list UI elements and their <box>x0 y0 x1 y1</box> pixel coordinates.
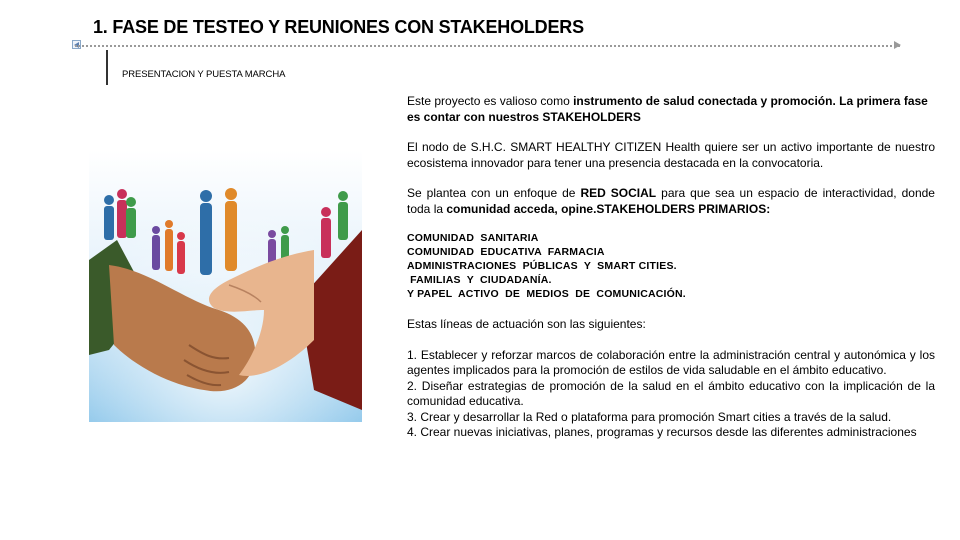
node-paragraph: El nodo de S.H.C. SMART HEALTHY CITIZEN Health quiere ser un activo importante de nuestro ecosistema innovador para tener una presencia destacada en la convocatoria. <box>407 140 935 170</box>
intro-text: Este proyecto es valioso como <box>407 94 574 108</box>
action-item: 1. Establecer y reforzar marcos de colaboración entre la administración central y autonómica y los agentes implicados para la promoción de estilos de vida saludable en el ámbito educativo. <box>407 347 935 377</box>
stakeholder-item: Y PAPEL ACTIVO DE MEDIOS DE COMUNICACIÓN. <box>407 288 686 300</box>
subtitle-bar <box>106 50 108 85</box>
stakeholder-item: COMUNIDAD EDUCATIVA FARMACIA <box>407 246 605 258</box>
stakeholder-item: FAMILIAS Y CIUDADANÍA. <box>407 274 552 286</box>
action-item: 4. Crear nuevas iniciativas, planes, programas y recursos desde las diferentes administraciones <box>407 425 917 439</box>
intro-highlight: instrumento de salud conectada y promoción. La primera fase es contar con nuestros STAKEHOLDERS <box>407 94 928 124</box>
handshake-illustration <box>89 150 362 422</box>
divider-arrow-icon <box>894 41 901 49</box>
stakeholders-heading: comunidad acceda, opine.STAKEHOLDERS PRIMARIOS: <box>446 201 771 216</box>
stakeholders-list <box>407 231 935 301</box>
actions-intro: Estas líneas de actuación son las siguientes: <box>407 317 646 331</box>
intro-paragraph <box>407 94 935 125</box>
social-text-1: Se plantea con un enfoque de <box>407 186 581 200</box>
slide-title: 1. FASE DE TESTEO Y REUNIONES CON STAKEHOLDERS <box>93 17 584 37</box>
social-text-2: para que sea un espacio de interactividad, donde toda la <box>407 186 935 216</box>
action-item: 2. Diseñar estrategias de promoción de la salud en el ámbito educativo con la implicación de la comunidad educativa. <box>407 378 935 408</box>
slide-body <box>407 94 935 441</box>
stakeholder-item: COMUNIDAD SANITARIA <box>407 232 539 244</box>
slide-subtitle: PRESENTACION Y PUESTA MARCHA <box>122 69 286 80</box>
action-item: 3. Crear y desarrollar la Red o plataforma para promoción Smart cities a través de la salud. <box>407 409 892 424</box>
title-divider <box>75 45 900 47</box>
stakeholder-item: ADMINISTRACIONES PÚBLICAS Y SMART CITIES. <box>407 260 677 272</box>
social-network-paragraph <box>407 186 935 217</box>
social-highlight: RED SOCIAL <box>580 186 657 200</box>
